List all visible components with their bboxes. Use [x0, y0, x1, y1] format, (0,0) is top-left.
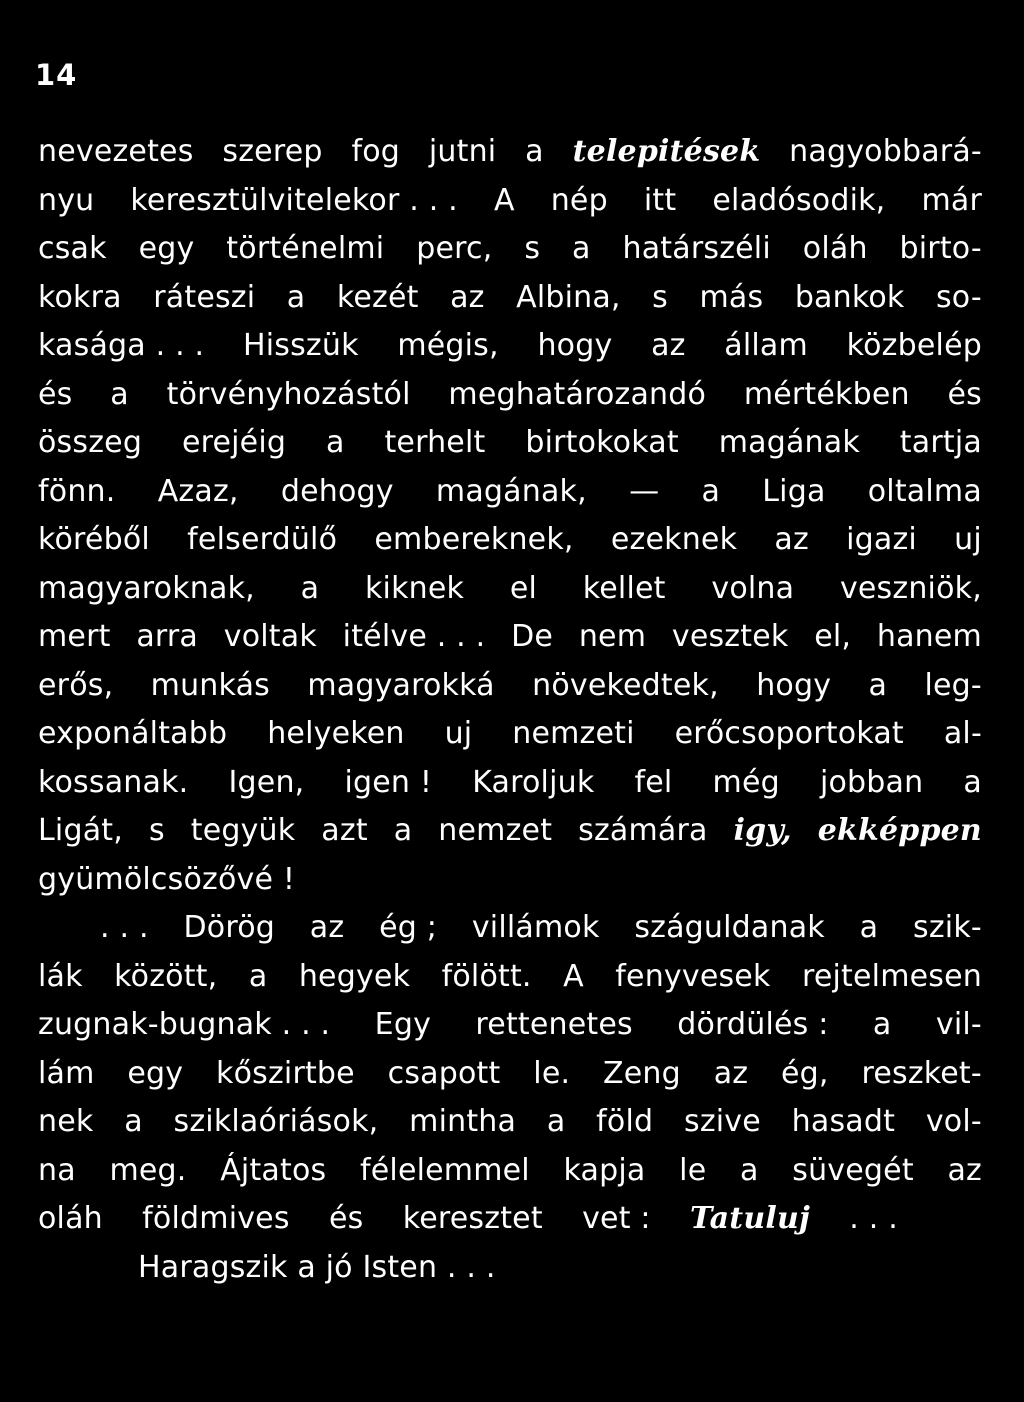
text-line: nevezetes szerep fog jutni a telepitések nagyobbará-	[38, 128, 982, 177]
text-line: exponáltabb helyeken uj nemzeti erőcsoportokat al-	[38, 716, 982, 751]
text-line: . . . Dörög az ég ; villámok száguldanak a szik-	[100, 910, 982, 945]
text-line: köréből felserdülő embereknek, ezeknek az igazi uj	[38, 522, 982, 557]
italic-term: Tatuluj	[689, 1201, 811, 1236]
text-line: és a törvényhozástól meghatározandó mértékben és	[38, 376, 982, 412]
text-line: nek a sziklaóriások, mintha a föld szive hasadt vol-	[38, 1104, 982, 1139]
italic-term: ekképpen	[817, 813, 982, 848]
text-line: na meg. Ájtatos félelemmel kapja le a süvegét az	[38, 1152, 982, 1188]
text-line: mert arra voltak itélve . . . De nem vesztek el, hanem	[38, 619, 982, 654]
text-line: oláh földmives és keresztet vet : Tatuluj . . .	[38, 1195, 898, 1244]
text-line: magyaroknak, a kiknek el kellet volna veszniök,	[38, 570, 982, 606]
text-line: kokra ráteszi a kezét az Albina, s más bankok so-	[38, 279, 982, 315]
text-line: Haragszik a jó Isten . . .	[138, 1249, 496, 1285]
text-line: csak egy történelmi perc, s a határszéli oláh birto-	[38, 231, 982, 266]
text-line: lám egy kőszirtbe csapott le. Zeng az ég, reszket-	[38, 1055, 982, 1091]
italic-term: igy,	[733, 813, 792, 848]
body-text	[38, 128, 982, 1292]
text-line: kasága . . . Hisszük mégis, hogy az állam közbelép	[38, 328, 982, 363]
text-line: összeg erejéig a terhelt birtokokat magának tartja	[38, 425, 982, 460]
text-line: lák között, a hegyek fölött. A fenyvesek rejtelmesen	[38, 958, 982, 994]
page-number: 14	[35, 58, 78, 92]
text-line: kossanak. Igen, igen ! Karoljuk fel még jobban a	[38, 764, 982, 800]
text-line: zugnak-bugnak . . . Egy rettenetes dördülés : a vil-	[38, 1007, 982, 1042]
text-line: fönn. Azaz, dehogy magának, — a Liga oltalma	[38, 473, 982, 509]
italic-term: telepitések	[572, 134, 761, 169]
text-line: nyu keresztülvitelekor . . . A nép itt eladósodik, már	[38, 182, 982, 218]
text-line: gyümölcsözővé !	[38, 861, 296, 897]
text-line: Ligát, s tegyük azt a nemzet számára igy, ekképpen	[38, 807, 982, 856]
text-line: erős, munkás magyarokká növekedtek, hogy a leg-	[38, 667, 982, 703]
